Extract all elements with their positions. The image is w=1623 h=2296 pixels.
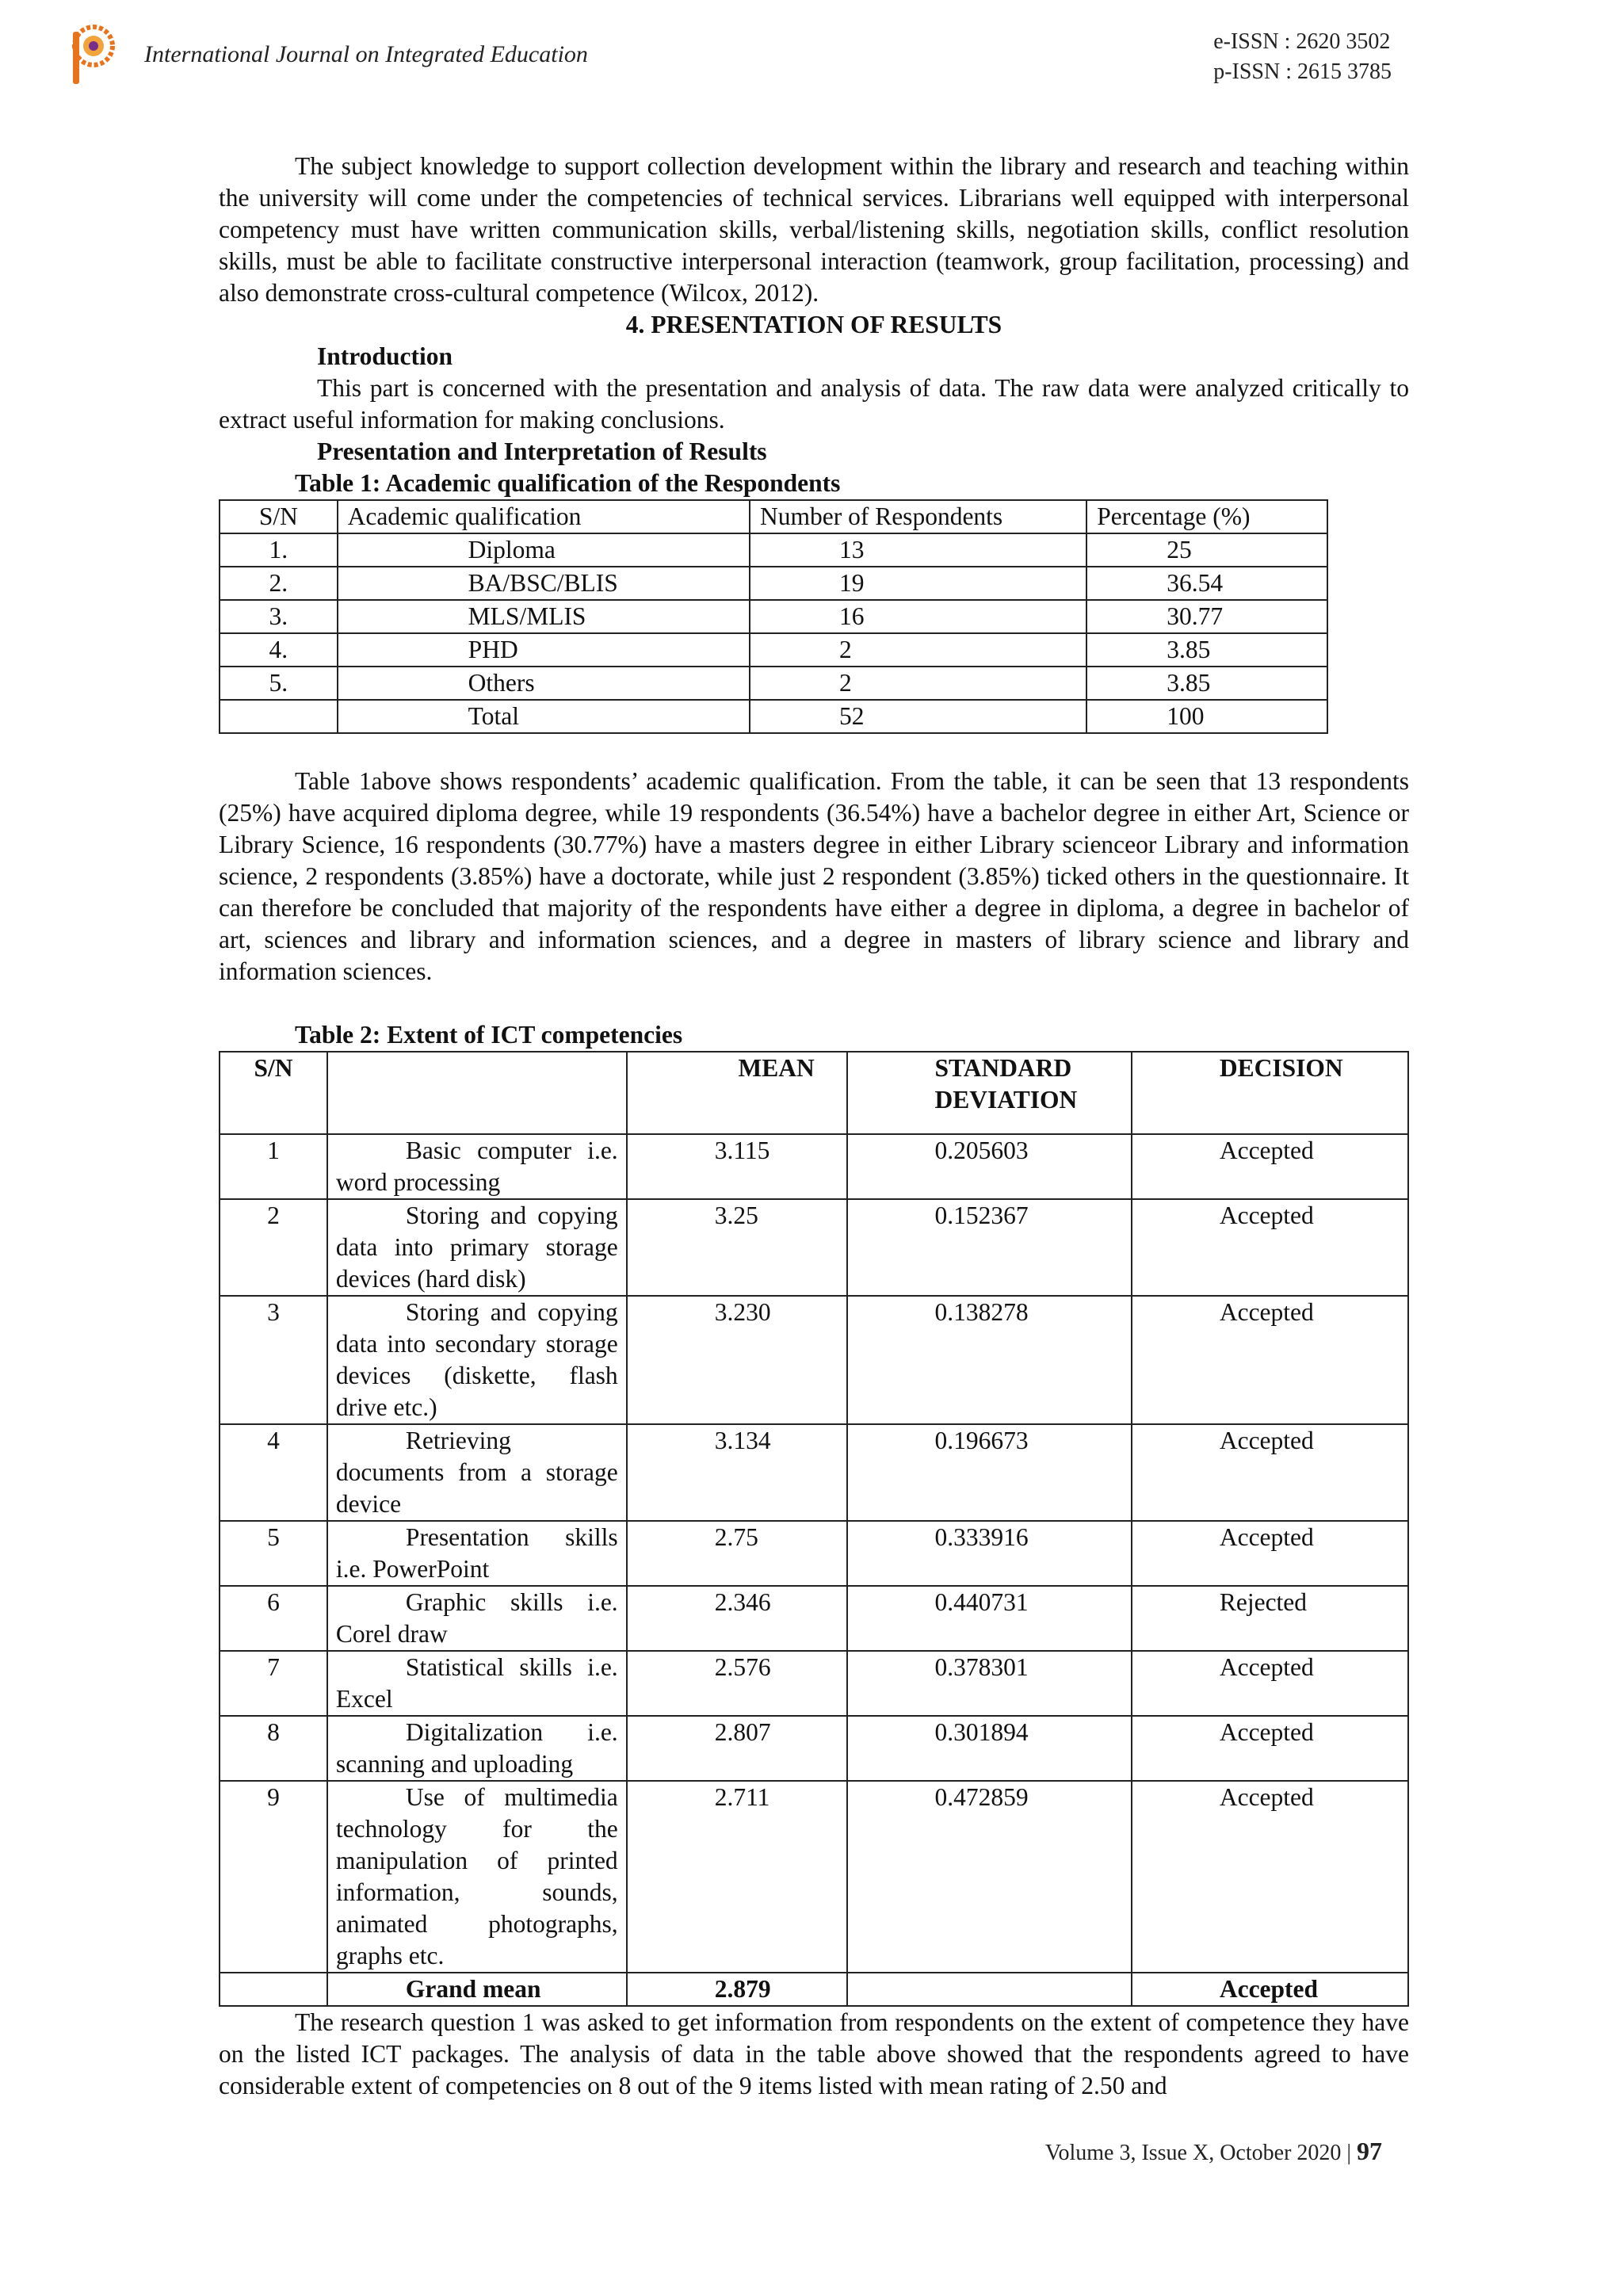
table2-cell: 0.301894: [847, 1716, 1132, 1781]
table2-cell: 3.25: [627, 1199, 847, 1296]
results-heading: Presentation and Interpretation of Results: [317, 437, 767, 465]
table2-header-cell: S/N: [220, 1052, 327, 1134]
table1-row: [220, 700, 1327, 733]
introduction-heading: Introduction: [317, 342, 453, 370]
table2-cell: 2.576: [627, 1651, 847, 1716]
table1-cell: 25: [1086, 533, 1327, 567]
competency-item: [327, 1199, 627, 1296]
table2-header-cell: [327, 1052, 627, 1134]
table1-cell: [220, 700, 338, 733]
table2-cell: 8: [220, 1716, 327, 1781]
table1-row: [220, 600, 1327, 633]
table1-cell: BA/BSC/BLIS: [338, 567, 750, 600]
table1-header-cell: S/N: [220, 500, 338, 533]
table2-cell: Accepted: [1132, 1199, 1408, 1296]
table1-paragraph: Table 1above shows respondents’ academic qualification. From the table, it can be seen that 13 respondents (25%) have acquired diploma degree, while 19 respondents (36.54%) have a bachelor degree in either Art, Science or Library Science, 16 respondents (30.77%) have a masters degree in either Library scienceor Library and information science, 2 respondents (3.85%) have a doctorate, while just 2 respondent (3.85%) ticked others in the questionnaire. It can therefore be concluded that majority of the respondents have either a degree in diploma, a degree in bachelor of art, sciences and library and information sciences, and a degree in masters of library science and library and information sciences.: [219, 767, 1409, 985]
table2-cell: 2.711: [627, 1781, 847, 1973]
competency-item: [327, 1781, 627, 1973]
table2-cell: Accepted: [1132, 1716, 1408, 1781]
table1-row: [220, 633, 1327, 667]
page-footer: [1045, 2137, 1382, 2166]
table1-cell: 3.: [220, 600, 338, 633]
table2-body: [220, 1134, 1408, 1973]
table2-cell: 0.472859: [847, 1781, 1132, 1973]
table2-cell: 2: [220, 1199, 327, 1296]
table1-cell: 5.: [220, 667, 338, 700]
table2-cell: Accepted: [1132, 1651, 1408, 1716]
issn-block: [1213, 27, 1392, 87]
journal-logo: [65, 21, 122, 89]
table2-cell: Accepted: [1132, 1781, 1408, 1973]
table2-cell: 2.346: [627, 1586, 847, 1651]
competency-item: [327, 1424, 627, 1521]
table2-cell: [220, 1973, 327, 2006]
table1-cell: Total: [338, 700, 750, 733]
table1-cell: 2: [750, 633, 1086, 667]
competency-text: Retrieving documents from a storage device: [335, 1427, 618, 1518]
table2-row: [220, 1651, 1408, 1716]
table2-cell: 1: [220, 1134, 327, 1199]
table1-cell: 3.85: [1086, 633, 1327, 667]
introduction-text: This part is concerned with the presentation and analysis of data. The raw data were analyzed critically to extract useful information for making conclusions.: [219, 374, 1409, 434]
page-number: 97: [1357, 2137, 1382, 2165]
table2-cell: 0.440731: [847, 1586, 1132, 1651]
competency-item: [327, 1134, 627, 1199]
competency-item: [327, 1716, 627, 1781]
competency-item: [327, 1586, 627, 1651]
table2-header-cell: MEAN: [627, 1052, 847, 1134]
table2-cell: 0.152367: [847, 1199, 1132, 1296]
table2-caption: Table 2: Extent of ICT competencies: [295, 1021, 683, 1049]
table2-cell: 0.196673: [847, 1424, 1132, 1521]
table2-row: [220, 1296, 1408, 1424]
volume-info: Volume 3, Issue X, October 2020 |: [1044, 2141, 1351, 2165]
table1-cell: 2: [750, 667, 1086, 700]
closing-paragraph: The research question 1 was asked to get information from respondents on the extent of competence they have on the listed ICT packages. The analysis of data in the table above showed that the respondents agreed to have considerable extent of competencies on 8 out of the 9 items listed with mean rating of 2.50 and: [219, 2008, 1409, 2099]
table1-body: [220, 533, 1327, 733]
table2-cell: 0.138278: [847, 1296, 1132, 1424]
grand-mean-decision: Accepted: [1132, 1973, 1408, 2006]
table1-cell: 36.54: [1086, 567, 1327, 600]
grand-mean-label: Grand mean: [327, 1973, 627, 2006]
table1-cell: PHD: [338, 633, 750, 667]
table2-cell: 6: [220, 1586, 327, 1651]
table1-caption: Table 1: Academic qualification of the Respondents: [295, 469, 841, 497]
table2-header-cell: DECISION: [1132, 1052, 1408, 1134]
table2-row: [220, 1586, 1408, 1651]
table2-row: [220, 1424, 1408, 1521]
table1-cell: 2.: [220, 567, 338, 600]
table2-row: [220, 1781, 1408, 1973]
table2-cell: Accepted: [1132, 1296, 1408, 1424]
table1-cell: 13: [750, 533, 1086, 567]
table2-cell: 2.807: [627, 1716, 847, 1781]
table1-header-cell: Percentage (%): [1086, 500, 1327, 533]
table2-row: [220, 1134, 1408, 1199]
competency-text: Graphic skills i.e. Corel draw: [335, 1588, 618, 1648]
table2-header-cell: STANDARD DEVIATION: [847, 1052, 1132, 1134]
competency-text: Basic computer i.e. word processing: [335, 1137, 618, 1196]
table2-row: [220, 1199, 1408, 1296]
table2-cell: 5: [220, 1521, 327, 1586]
section-title: 4. PRESENTATION OF RESULTS: [625, 311, 1002, 338]
pissn: p-ISSN : 2615 3785: [1213, 59, 1392, 84]
table1-cell: 16: [750, 600, 1086, 633]
table2-cell: 0.378301: [847, 1651, 1132, 1716]
table2-cell: [847, 1973, 1132, 2006]
table2-cell: 2.75: [627, 1521, 847, 1586]
journal-name: International Journal on Integrated Education: [144, 41, 588, 67]
competency-text: Storing and copying data into primary storage devices (hard disk): [335, 1201, 618, 1293]
table2-cell: 3.115: [627, 1134, 847, 1199]
intro-paragraph: The subject knowledge to support collection development within the library and research and teaching within the university will come under the competencies of technical services. Librarians well equipped with interpersonal competency must have written communication skills, verbal/listening skills, negotiation skills, conflict resolution skills, must be able to facilitate constructive interpersonal interaction (teamwork, group facilitation, processing) and also demonstrate cross-cultural competence (Wilcox, 2012).: [219, 152, 1409, 307]
table2-grand-mean-row: [220, 1973, 1408, 2006]
table2-cell: 9: [220, 1781, 327, 1973]
table1-cell: 1.: [220, 533, 338, 567]
competency-item: [327, 1651, 627, 1716]
table1-cell: 3.85: [1086, 667, 1327, 700]
table1-row: [220, 667, 1327, 700]
table2: [219, 1051, 1409, 2007]
table2-cell: Accepted: [1132, 1521, 1408, 1586]
table1-cell: 30.77: [1086, 600, 1327, 633]
table2-cell: 7: [220, 1651, 327, 1716]
table2-cell: 0.205603: [847, 1134, 1132, 1199]
competency-text: Storing and copying data into secondary storage devices (diskette, flash drive etc.): [335, 1298, 618, 1421]
table2-cell: 4: [220, 1424, 327, 1521]
competency-text: Presentation skills i.e. PowerPoint: [335, 1523, 618, 1583]
competency-text: Digitalization i.e. scanning and uploading: [335, 1718, 618, 1778]
table2-cell: 0.333916: [847, 1521, 1132, 1586]
table1-header-cell: Number of Respondents: [750, 500, 1086, 533]
competency-item: [327, 1296, 627, 1424]
competency-item: [327, 1521, 627, 1586]
table2-row: [220, 1521, 1408, 1586]
table1: [219, 499, 1328, 734]
table1-header-row: [220, 500, 1327, 533]
table2-cell: Accepted: [1132, 1424, 1408, 1521]
table1-cell: 100: [1086, 700, 1327, 733]
table1-row: [220, 533, 1327, 567]
table1-cell: 19: [750, 567, 1086, 600]
table2-row: [220, 1716, 1408, 1781]
table2-cell: Rejected: [1132, 1586, 1408, 1651]
table2-cell: 3.134: [627, 1424, 847, 1521]
grand-mean-value: 2.879: [627, 1973, 847, 2006]
table1-cell: MLS/MLIS: [338, 600, 750, 633]
table2-cell: 3: [220, 1296, 327, 1424]
table1-cell: 4.: [220, 633, 338, 667]
table1-row: [220, 567, 1327, 600]
table1-cell: 52: [750, 700, 1086, 733]
table1-header-cell: Academic qualification: [338, 500, 750, 533]
eissn: e-ISSN : 2620 3502: [1213, 29, 1391, 54]
table1-cell: Diploma: [338, 533, 750, 567]
table2-cell: 3.230: [627, 1296, 847, 1424]
article-body: [219, 151, 1409, 2102]
competency-text: Use of multimedia technology for the manipulation of printed information, sounds, animated photographs, graphs etc.: [335, 1783, 618, 1969]
table2-header-row: [220, 1052, 1408, 1134]
competency-text: Statistical skills i.e. Excel: [335, 1653, 618, 1713]
table1-cell: Others: [338, 667, 750, 700]
table2-cell: Accepted: [1132, 1134, 1408, 1199]
